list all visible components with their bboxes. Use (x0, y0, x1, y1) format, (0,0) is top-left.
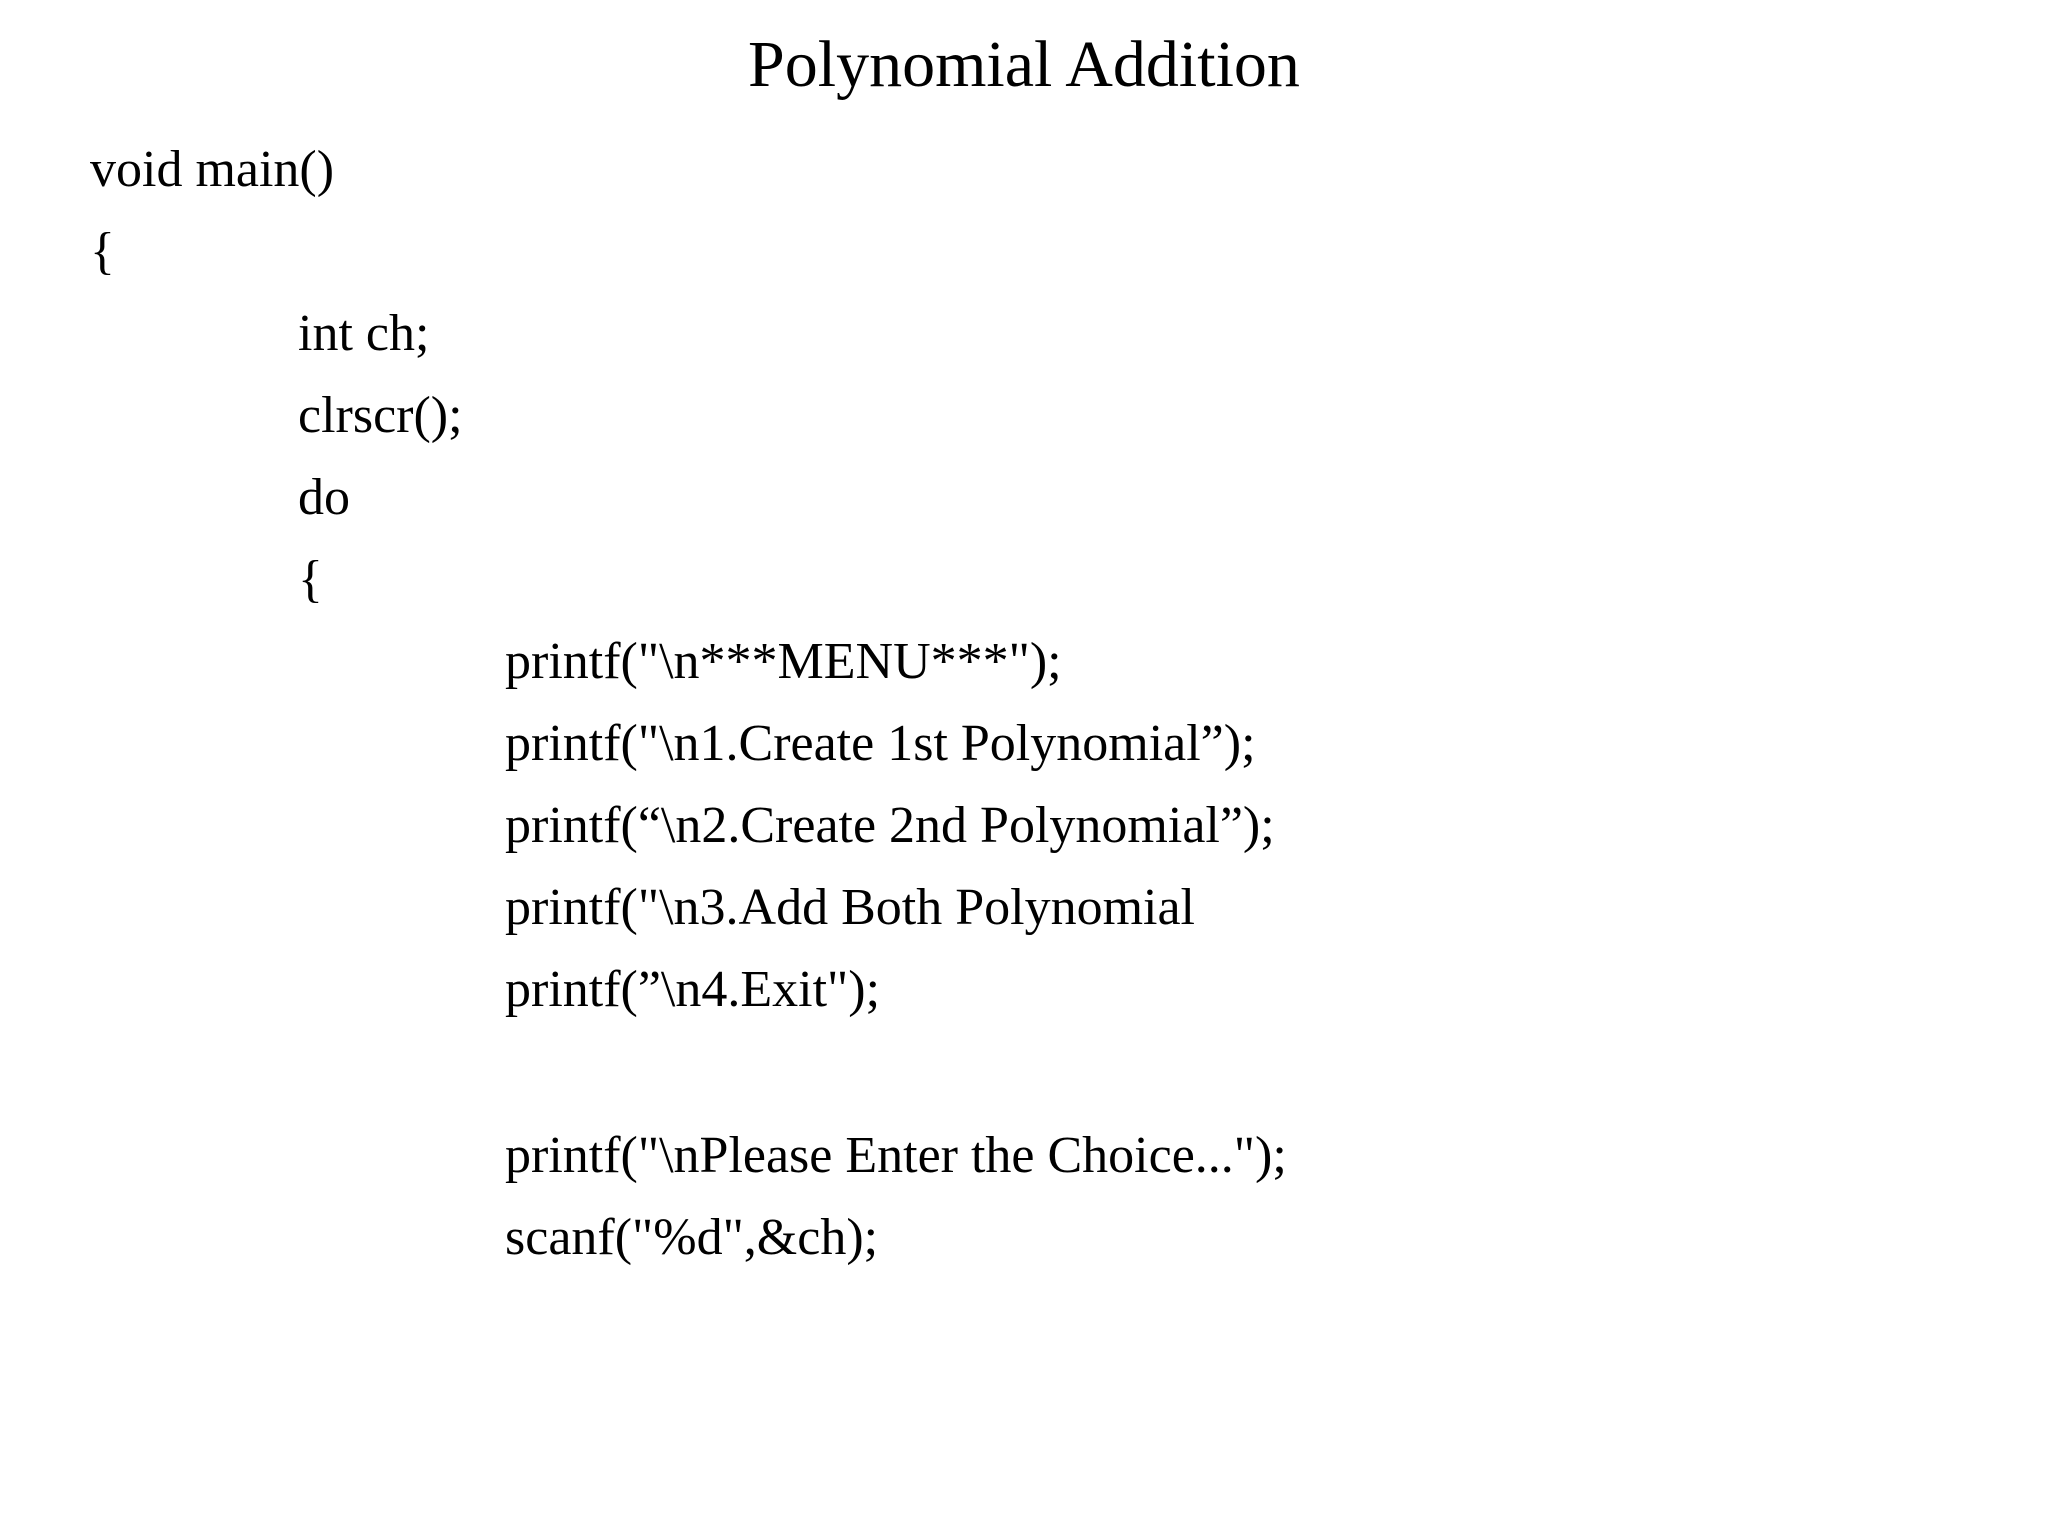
code-line-scanf: scanf("%d",&ch); (505, 1209, 879, 1266)
code-line-int-ch: int ch; (298, 305, 430, 362)
code-line-printf-menu: printf("\n***MENU***"); (505, 633, 1062, 690)
code-line-printf-add-both: printf("\n3.Add Both Polynomial (505, 879, 1195, 936)
slide-title: Polynomial Addition (748, 28, 1300, 101)
code-line-open-brace-do: { (298, 551, 323, 608)
code-line-printf-enter-choice: printf("\nPlease Enter the Choice..."); (505, 1127, 1287, 1184)
code-line-open-brace-main: { (90, 223, 115, 280)
code-line-printf-create-2nd: printf(“\n2.Create 2nd Polynomial”); (505, 797, 1275, 854)
code-line-printf-create-1st: printf("\n1.Create 1st Polynomial”); (505, 715, 1256, 772)
code-line-printf-exit: printf(”\n4.Exit"); (505, 961, 881, 1018)
code-line-do: do (298, 469, 350, 526)
code-line-clrscr: clrscr(); (298, 387, 463, 444)
code-line-void-main: void main() (90, 141, 335, 198)
